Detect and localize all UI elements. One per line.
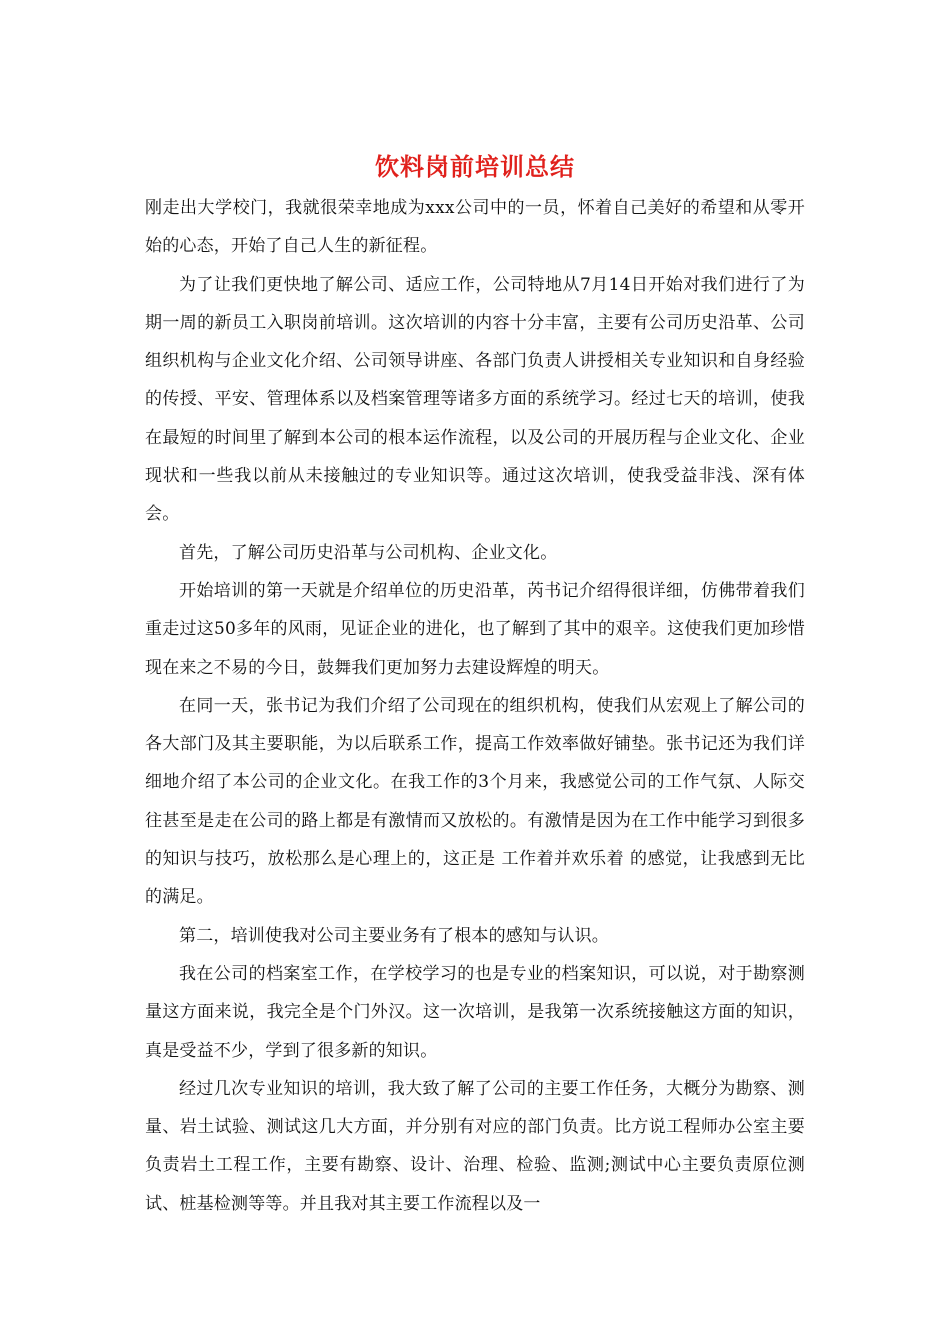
paragraph-6: 第二，培训使我对公司主要业务有了根本的感知与认识。: [179, 925, 609, 946]
paragraph-5: 在同一天，张书记为我们介绍了公司现在的组织机构，使我们从宏观上了解公司的各大部门及其主要职能，为以后联系工作，提高工作效率做好铺垫。张书记还为我们详细地介绍了本公司的企业文化。在我工作的3个月来，我感觉公司的工作气氛、人际交往甚至是走在公司的路上都是有激情而又放松的。有激情是因为在工作中能学习到很多的知识与技巧，放松那么是心理上的，这正是 工作着并欢乐着 的感觉，让我感到无比的满足。: [145, 695, 805, 908]
paragraph-4: 开始培训的第一天就是介绍单位的历史沿革，芮书记介绍得很详细，仿佛带着我们重走过这50多年的风雨，见证企业的进化，也了解到了其中的艰辛。这使我们更加珍惜现在来之不易的今日，鼓舞我们更加努力去建设辉煌的明天。: [145, 580, 805, 678]
paragraph-7: 我在公司的档案室工作，在学校学习的也是专业的档案知识，可以说，对于勘察测量这方面来说，我完全是个门外汉。这一次培训，是我第一次系统接触这方面的知识，真是受益不少，学到了很多新的知识。: [145, 963, 805, 1061]
document-body: [145, 189, 805, 1223]
paragraph-8: 经过几次专业知识的培训，我大致了解了公司的主要工作任务，大概分为勘察、测量、岩土试验、测试这几大方面，并分别有对应的部门负责。比方说工程师办公室主要负责岩土工程工作，主要有勘察、设计、治理、检验、监测;测试中心主要负责原位测试、桩基检测等等。并且我对其主要工作流程以及一: [145, 1078, 805, 1214]
paragraph-3: 首先，了解公司历史沿革与公司机构、企业文化。: [179, 542, 558, 563]
paragraph-2: 为了让我们更快地了解公司、适应工作，公司特地从7月14日开始对我们进行了为期一周的新员工入职岗前培训。这次培训的内容十分丰富，主要有公司历史沿革、公司组织机构与企业文化介绍、公司领导讲座、各部门负责人讲授相关专业知识和自身经验的传授、平安、管理体系以及档案管理等诸多方面的系统学习。经过七天的培训，使我在最短的时间里了解到本公司的根本运作流程，以及公司的开展历程与企业文化、企业现状和一些我以前从未接触过的专业知识等。通过这次培训，使我受益非浅、深有体会。: [145, 274, 805, 525]
paragraph-1: 刚走出大学校门，我就很荣幸地成为xxx公司中的一员，怀着自己美好的希望和从零开始的心态，开始了自己人生的新征程。: [145, 198, 805, 257]
document-title: 饮料岗前培训总结: [375, 152, 575, 181]
